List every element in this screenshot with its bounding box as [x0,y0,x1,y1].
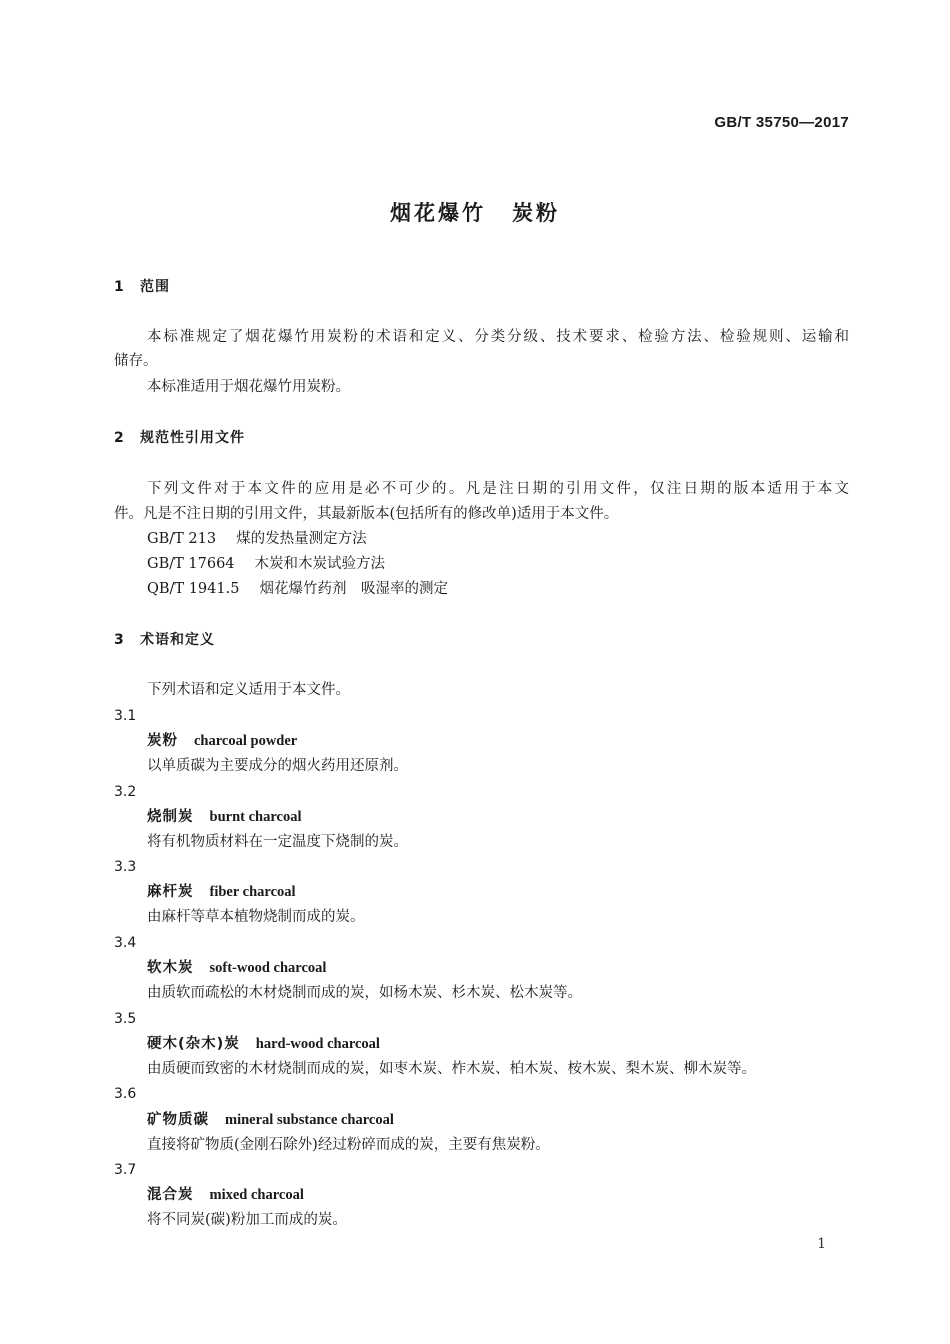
reference-code: GB/T 17664 [147,556,235,572]
section-title: 范围 [140,279,170,295]
scope-paragraph-line-2: 储存。 [114,353,158,369]
term-entry [147,882,296,902]
clause-number: 3.1 [114,708,137,724]
section-number: 2 [114,430,125,446]
reference-title: 烟花爆竹药剂 吸湿率的测定 [259,581,448,597]
term-chinese: 矿物质碳 [147,1112,209,1128]
section-number: 3 [114,632,125,648]
term-definition: 由质硬而致密的木材烧制而成的炭，如枣木炭、柞木炭、柏木炭、桉木炭、梨木炭、柳木炭等。 [147,1061,756,1077]
scope-paragraph-line-1: 本标准规定了烟花爆竹用炭粉的术语和定义、分类分级、技术要求、检验方法、检验规则、运输和 [147,329,849,345]
section-title: 术语和定义 [140,632,215,648]
term-entry [147,731,297,751]
section-title: 规范性引用文件 [140,430,245,446]
term-definition: 以单质碳为主要成分的烟火药用还原剂。 [147,758,408,774]
reference-item [147,579,448,599]
term-entry [147,1110,394,1130]
normative-paragraph-line-1: 下列文件对于本文件的应用是必不可少的。凡是注日期的引用文件，仅注日期的版本适用于本文 [147,481,849,497]
term-definition: 将有机物质材料在一定温度下烧制的炭。 [147,834,408,850]
title-part-2: 炭粉 [512,201,560,225]
term-english: hard-wood charcoal [255,1036,380,1052]
term-english: mixed charcoal [209,1187,304,1203]
page-number: 1 [817,1236,826,1252]
section-heading-normative [114,428,245,448]
scope-applicability: 本标准适用于烟花爆竹用炭粉。 [147,379,350,395]
term-english: fiber charcoal [209,884,296,900]
reference-item [147,529,367,549]
term-entry [147,1034,380,1054]
clause-number: 3.3 [114,859,137,875]
reference-code: GB/T 213 [147,531,217,547]
reference-title: 煤的发热量测定方法 [236,531,367,547]
term-chinese: 软木炭 [147,960,194,976]
clause-number: 3.5 [114,1011,137,1027]
term-english: soft-wood charcoal [209,960,327,976]
term-english: charcoal powder [194,733,298,749]
term-definition: 直接将矿物质(金刚石除外)经过粉碎而成的炭，主要有焦炭粉。 [147,1137,550,1153]
term-entry [147,958,326,978]
document-title [0,197,950,227]
normative-paragraph-line-2: 件。凡是不注日期的引用文件，其最新版本(包括所有的修改单)适用于本文件。 [114,506,619,522]
term-definition: 由麻杆等草本植物烧制而成的炭。 [147,909,365,925]
section-number: 1 [114,279,125,295]
term-chinese: 炭粉 [147,733,178,749]
term-chinese: 硬木(杂木)炭 [147,1036,240,1052]
reference-title: 木炭和木炭试验方法 [254,556,386,572]
clause-number: 3.4 [114,935,137,951]
title-part-1: 烟花爆竹 [390,201,486,225]
reference-code: QB/T 1941.5 [147,581,240,597]
clause-number: 3.6 [114,1086,137,1102]
term-entry [147,1185,304,1205]
term-definition: 由质软而疏松的木材烧制而成的炭，如杨木炭、杉木炭、松木炭等。 [147,985,582,1001]
term-chinese: 烧制炭 [147,809,194,825]
section-heading-terms [114,630,215,650]
term-english: mineral substance charcoal [225,1112,394,1128]
term-chinese: 麻杆炭 [147,884,194,900]
standard-code: GB/T 35750—2017 [714,114,849,131]
term-chinese: 混合炭 [147,1187,194,1203]
clause-number: 3.7 [114,1162,137,1178]
section-heading-scope [114,277,170,297]
term-definition: 将不同炭(碳)粉加工而成的炭。 [147,1212,347,1228]
reference-item [147,554,385,574]
terms-intro: 下列术语和定义适用于本文件。 [147,682,350,698]
clause-number: 3.2 [114,784,137,800]
term-english: burnt charcoal [209,809,302,825]
term-entry [147,807,301,827]
